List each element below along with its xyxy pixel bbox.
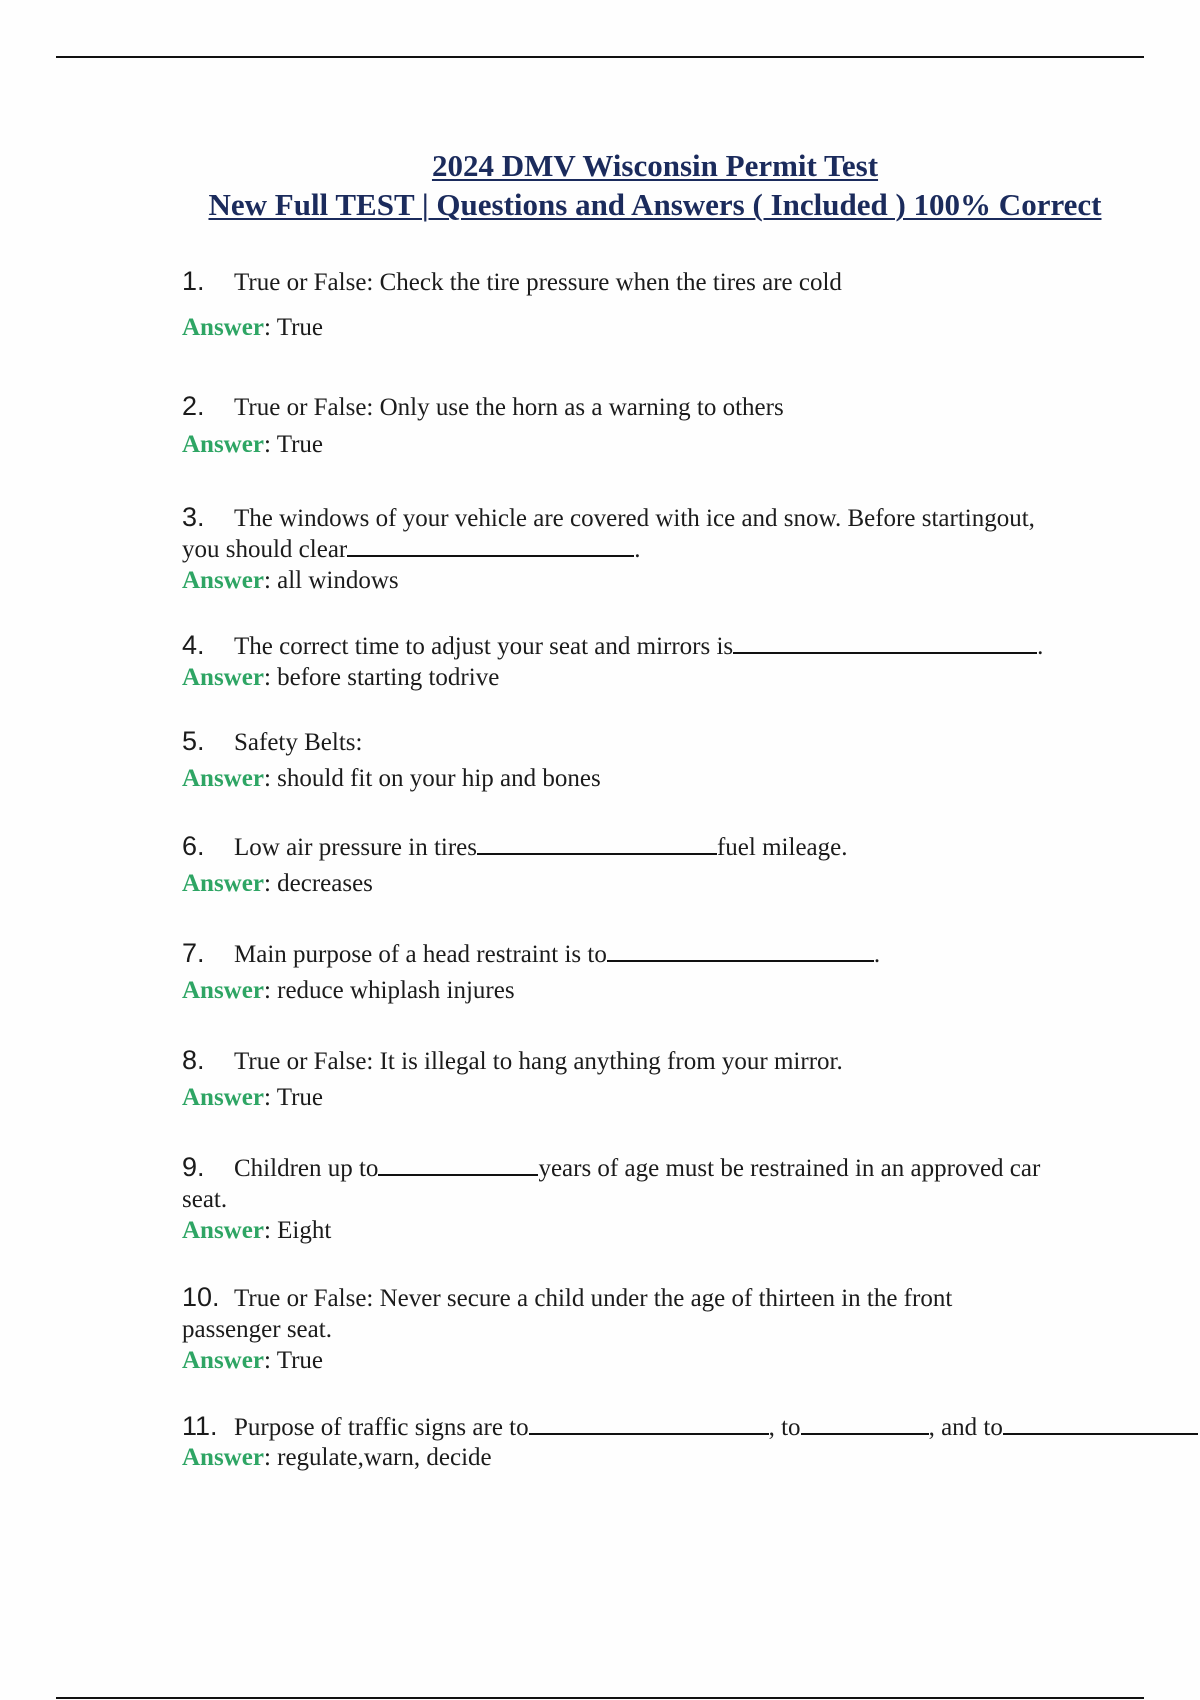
question-text: fuel mileage. [716, 834, 848, 861]
answer-text: True [276, 431, 324, 458]
question-number: 4. [182, 630, 205, 660]
question-number: 9. [182, 1152, 205, 1182]
question-number: 1. [182, 266, 205, 296]
question-text: you should clear [182, 536, 348, 563]
question-text: True or False: It is illegal to hang anything from your mirror. [234, 1048, 843, 1075]
answer-label: Answer [182, 1444, 264, 1471]
question-8 [182, 1045, 1127, 1077]
answer-label: Answer [182, 567, 264, 594]
answer-11 [182, 1442, 492, 1473]
answer-9 [182, 1215, 331, 1246]
question-text: True or False: Never secure a child under the age of thirteen in the front [234, 1285, 953, 1312]
question-7 [182, 938, 1127, 970]
answer-text: True [276, 1347, 324, 1374]
answer-blank [477, 833, 717, 855]
answer-text: should fit on your hip and bones [277, 765, 601, 792]
answer-5 [182, 763, 601, 794]
answer-10 [182, 1345, 323, 1376]
question-text: passenger seat. [182, 1316, 332, 1343]
answer-blank [801, 1413, 929, 1435]
answer-label: Answer [182, 664, 264, 691]
answer-blank [733, 632, 1037, 654]
answer-separator: : [263, 1217, 278, 1244]
question-text: Children up to [234, 1155, 379, 1182]
answer-separator: : [263, 870, 278, 897]
question-number: 8. [182, 1045, 205, 1075]
question-11 [182, 1411, 1198, 1443]
question-text: Safety Belts: [234, 729, 363, 756]
document-title: 2024 DMV Wisconsin Permit Test [431, 148, 879, 183]
answer-6 [182, 868, 373, 899]
question-1 [182, 266, 1127, 298]
question-number: 5. [182, 726, 205, 756]
question-text: , and to [928, 1414, 1003, 1441]
answer-label: Answer [182, 870, 264, 897]
question-number: 6. [182, 831, 205, 861]
answer-separator: : [263, 1084, 277, 1111]
answer-4 [182, 662, 499, 693]
answer-label: Answer [182, 765, 264, 792]
question-text: . [634, 536, 641, 563]
bottom-rule [56, 1697, 1144, 1699]
answer-separator: : [263, 1444, 278, 1471]
answer-text: True [276, 314, 324, 341]
question-9 [182, 1152, 1142, 1215]
answer-blank [1003, 1413, 1198, 1435]
answer-text: reduce whiplash injures [277, 977, 515, 1004]
question-number: 11. [182, 1411, 218, 1441]
question-text: The windows of your vehicle are covered with ice and snow. Before startingout, [234, 505, 1035, 532]
answer-2 [182, 429, 323, 460]
question-number: 3. [182, 502, 205, 532]
answer-text: all windows [277, 567, 399, 594]
question-6 [182, 831, 1127, 863]
answer-1 [182, 312, 323, 343]
question-text: . [873, 941, 881, 968]
question-text: years of age must be restrained in an approved car [538, 1155, 1041, 1182]
answer-text: Eight [277, 1217, 332, 1244]
answer-blank [607, 940, 874, 962]
question-5 [182, 726, 1127, 758]
answer-text: before starting todrive [277, 664, 500, 691]
question-text: True or False: Only use the horn as a warning to others [234, 394, 784, 421]
answer-label: Answer [182, 314, 264, 341]
answer-label: Answer [182, 1084, 264, 1111]
question-text: The correct time to adjust your seat and mirrors is [234, 633, 734, 660]
question-2 [182, 391, 1127, 423]
answer-separator: : [263, 567, 278, 594]
answer-label: Answer [182, 1347, 264, 1374]
answer-7 [182, 975, 515, 1006]
answer-8 [182, 1082, 323, 1113]
answer-blank [529, 1413, 769, 1435]
question-text: Purpose of traffic signs are to [234, 1414, 529, 1441]
answer-text: regulate,warn, decide [277, 1444, 492, 1471]
answer-text: True [276, 1084, 324, 1111]
question-number: 10. [182, 1282, 220, 1312]
document-subtitle: New Full TEST | Questions and Answers ( Included ) 100% Correct [208, 187, 1102, 222]
answer-label: Answer [182, 977, 264, 1004]
answer-separator: : [263, 314, 277, 341]
question-number: 7. [182, 938, 205, 968]
answer-3 [182, 565, 399, 596]
question-10 [182, 1282, 1127, 1345]
top-rule [56, 56, 1144, 58]
question-text: seat. [182, 1186, 228, 1213]
answer-blank [378, 1154, 538, 1176]
answer-label: Answer [182, 431, 264, 458]
question-text: Low air pressure in tires [234, 834, 477, 861]
answer-separator: : [263, 1347, 277, 1374]
answer-separator: : [263, 664, 278, 691]
answer-label: Answer [182, 1217, 264, 1244]
answer-blank [347, 535, 634, 557]
question-text: Main purpose of a head restraint is to [234, 941, 607, 968]
question-number: 2. [182, 391, 205, 421]
answer-separator: : [263, 765, 278, 792]
answer-separator: : [263, 977, 278, 1004]
question-3 [182, 502, 1127, 565]
question-text: , to [768, 1414, 801, 1441]
answer-separator: : [263, 431, 277, 458]
question-text: . [1037, 633, 1044, 660]
question-text: True or False: Check the tire pressure when the tires are cold [234, 269, 842, 296]
question-4 [182, 630, 1127, 662]
answer-text: decreases [277, 870, 373, 897]
